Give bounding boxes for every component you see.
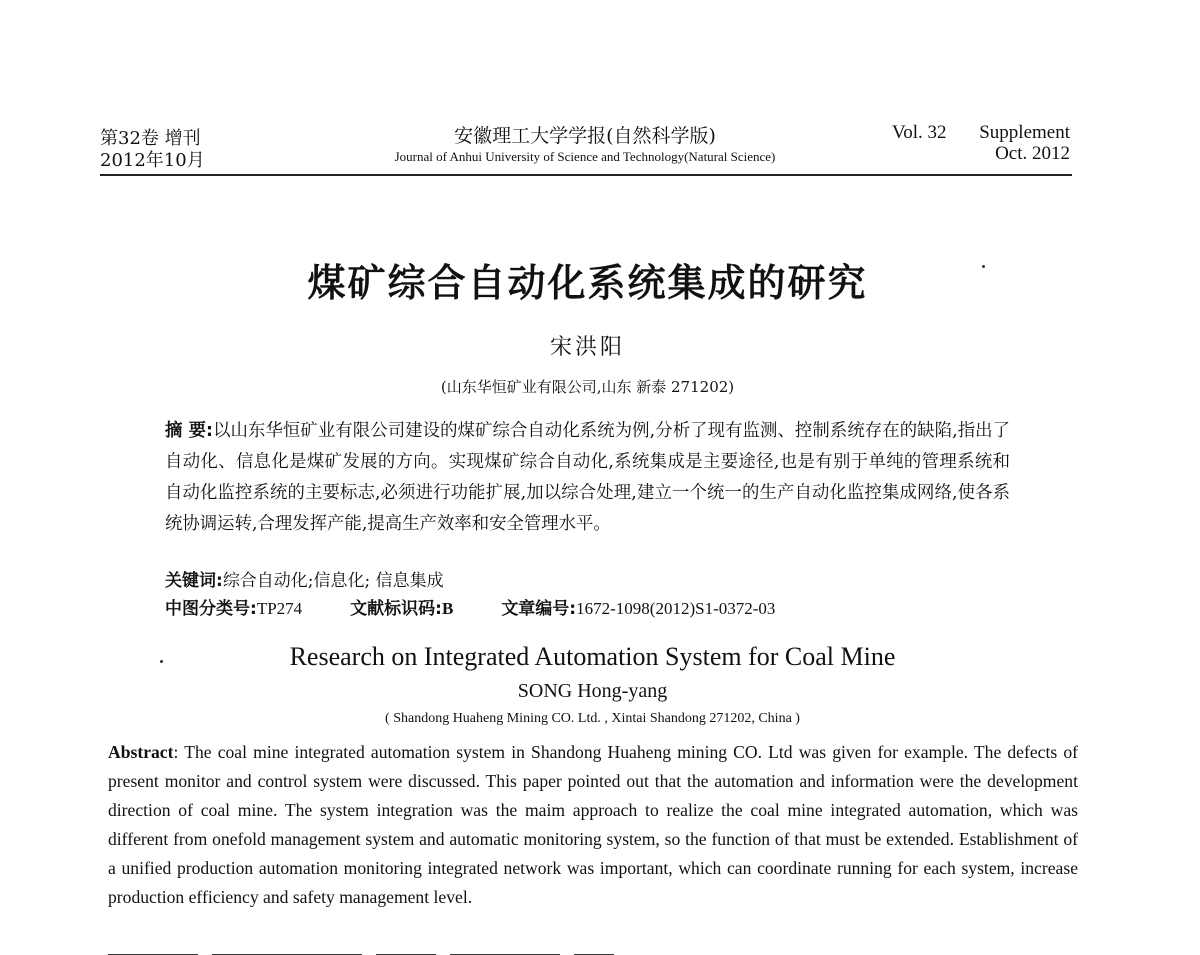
abstract-cn-text: 以山东华恒矿业有限公司建设的煤矿综合自动化系统为例,分析了现有监测、控制系统存在的缺陷,指出了自动化、信息化是煤矿发展的方向。实现煤矿综合自动化,系统集成是主要途径,也是有别于单纯的管理系统和自动化监控系统的主要标志,必须进行功能扩展,加以综合处理,建立一个统一的生产自动化监控集成网络,使各系统协调运转,合理发挥产能,提高生产效率和安全管理水平。: [165, 421, 1011, 534]
journal-name-en: Journal of Anhui University of Science and Technology(Natural Science): [394, 149, 776, 164]
keywords-cn-text: 综合自动化;信息化; 信息集成: [222, 571, 444, 591]
clc-label: 中图分类号:: [165, 599, 257, 619]
abstract-en-separator: :: [173, 742, 185, 762]
header-left: [100, 128, 205, 172]
abstract-cn: [165, 416, 1010, 540]
clc-number: [165, 594, 302, 619]
affiliation-en: ( Shandong Huaheng Mining CO. Ltd. , Xintai Shandong 271202, China ): [385, 711, 800, 726]
document-code: [350, 594, 453, 619]
article-number: [501, 594, 775, 619]
date-en: Oct. 2012: [995, 143, 1070, 164]
article-no-value: 1672-1098(2012)S1-0372-03: [576, 599, 776, 618]
doc-code-label: 文献标识码:: [350, 599, 442, 619]
keywords-cn: [165, 566, 444, 591]
abstract-en-text: The coal mine integrated automation system in Shandong Huaheng mining CO. Ltd was given for example. The defects of present monitor and control system were discussed. This paper pointed out that the automation and information were the development direction of coal mine. The system integration was the maim approach to realize the coal mine integrated automation, which was different from onefold management system and automatic monitoring system, so the function of that must be extended. Establishment of a unified production automation monitoring integrated network was important, which can coordinate running for each system, increase production efficiency and safety management level.: [108, 742, 1078, 907]
journal-name-cn: 安徽理工大学学报(自然科学版): [454, 125, 716, 147]
article-title-cn: 煤矿综合自动化系统集成的研究: [307, 260, 868, 305]
header-divider: [100, 174, 1072, 176]
article-title-en: Research on Integrated Automation System for Coal Mine: [289, 642, 896, 671]
scan-speck: [982, 265, 985, 268]
header-right: [892, 122, 1070, 164]
author-cn: 宋洪阳: [549, 335, 625, 360]
issue-en: Supplement: [979, 122, 1070, 143]
doc-code-value: B: [441, 599, 454, 618]
clc-value: TP274: [256, 599, 303, 618]
classification-row: [165, 594, 823, 619]
article-no-label: 文章编号:: [501, 599, 577, 619]
date-cn: 2012年10月: [100, 150, 205, 171]
volume-cn: 第32卷 增刊: [100, 128, 201, 149]
header-journal: [300, 124, 870, 166]
volume-en: Vol. 32: [892, 122, 947, 143]
affiliation-cn: (山东华恒矿业有限公司,山东 新泰 271202): [440, 378, 735, 396]
cut-off-next-line: [108, 946, 678, 955]
abstract-en-label: Abstract: [108, 742, 174, 762]
abstract-en: [108, 738, 1078, 912]
scan-speck: [160, 660, 163, 663]
keywords-cn-label: 关键词:: [165, 571, 223, 591]
abstract-cn-label: 摘 要:: [165, 421, 214, 441]
author-en: SONG Hong-yang: [517, 680, 668, 702]
